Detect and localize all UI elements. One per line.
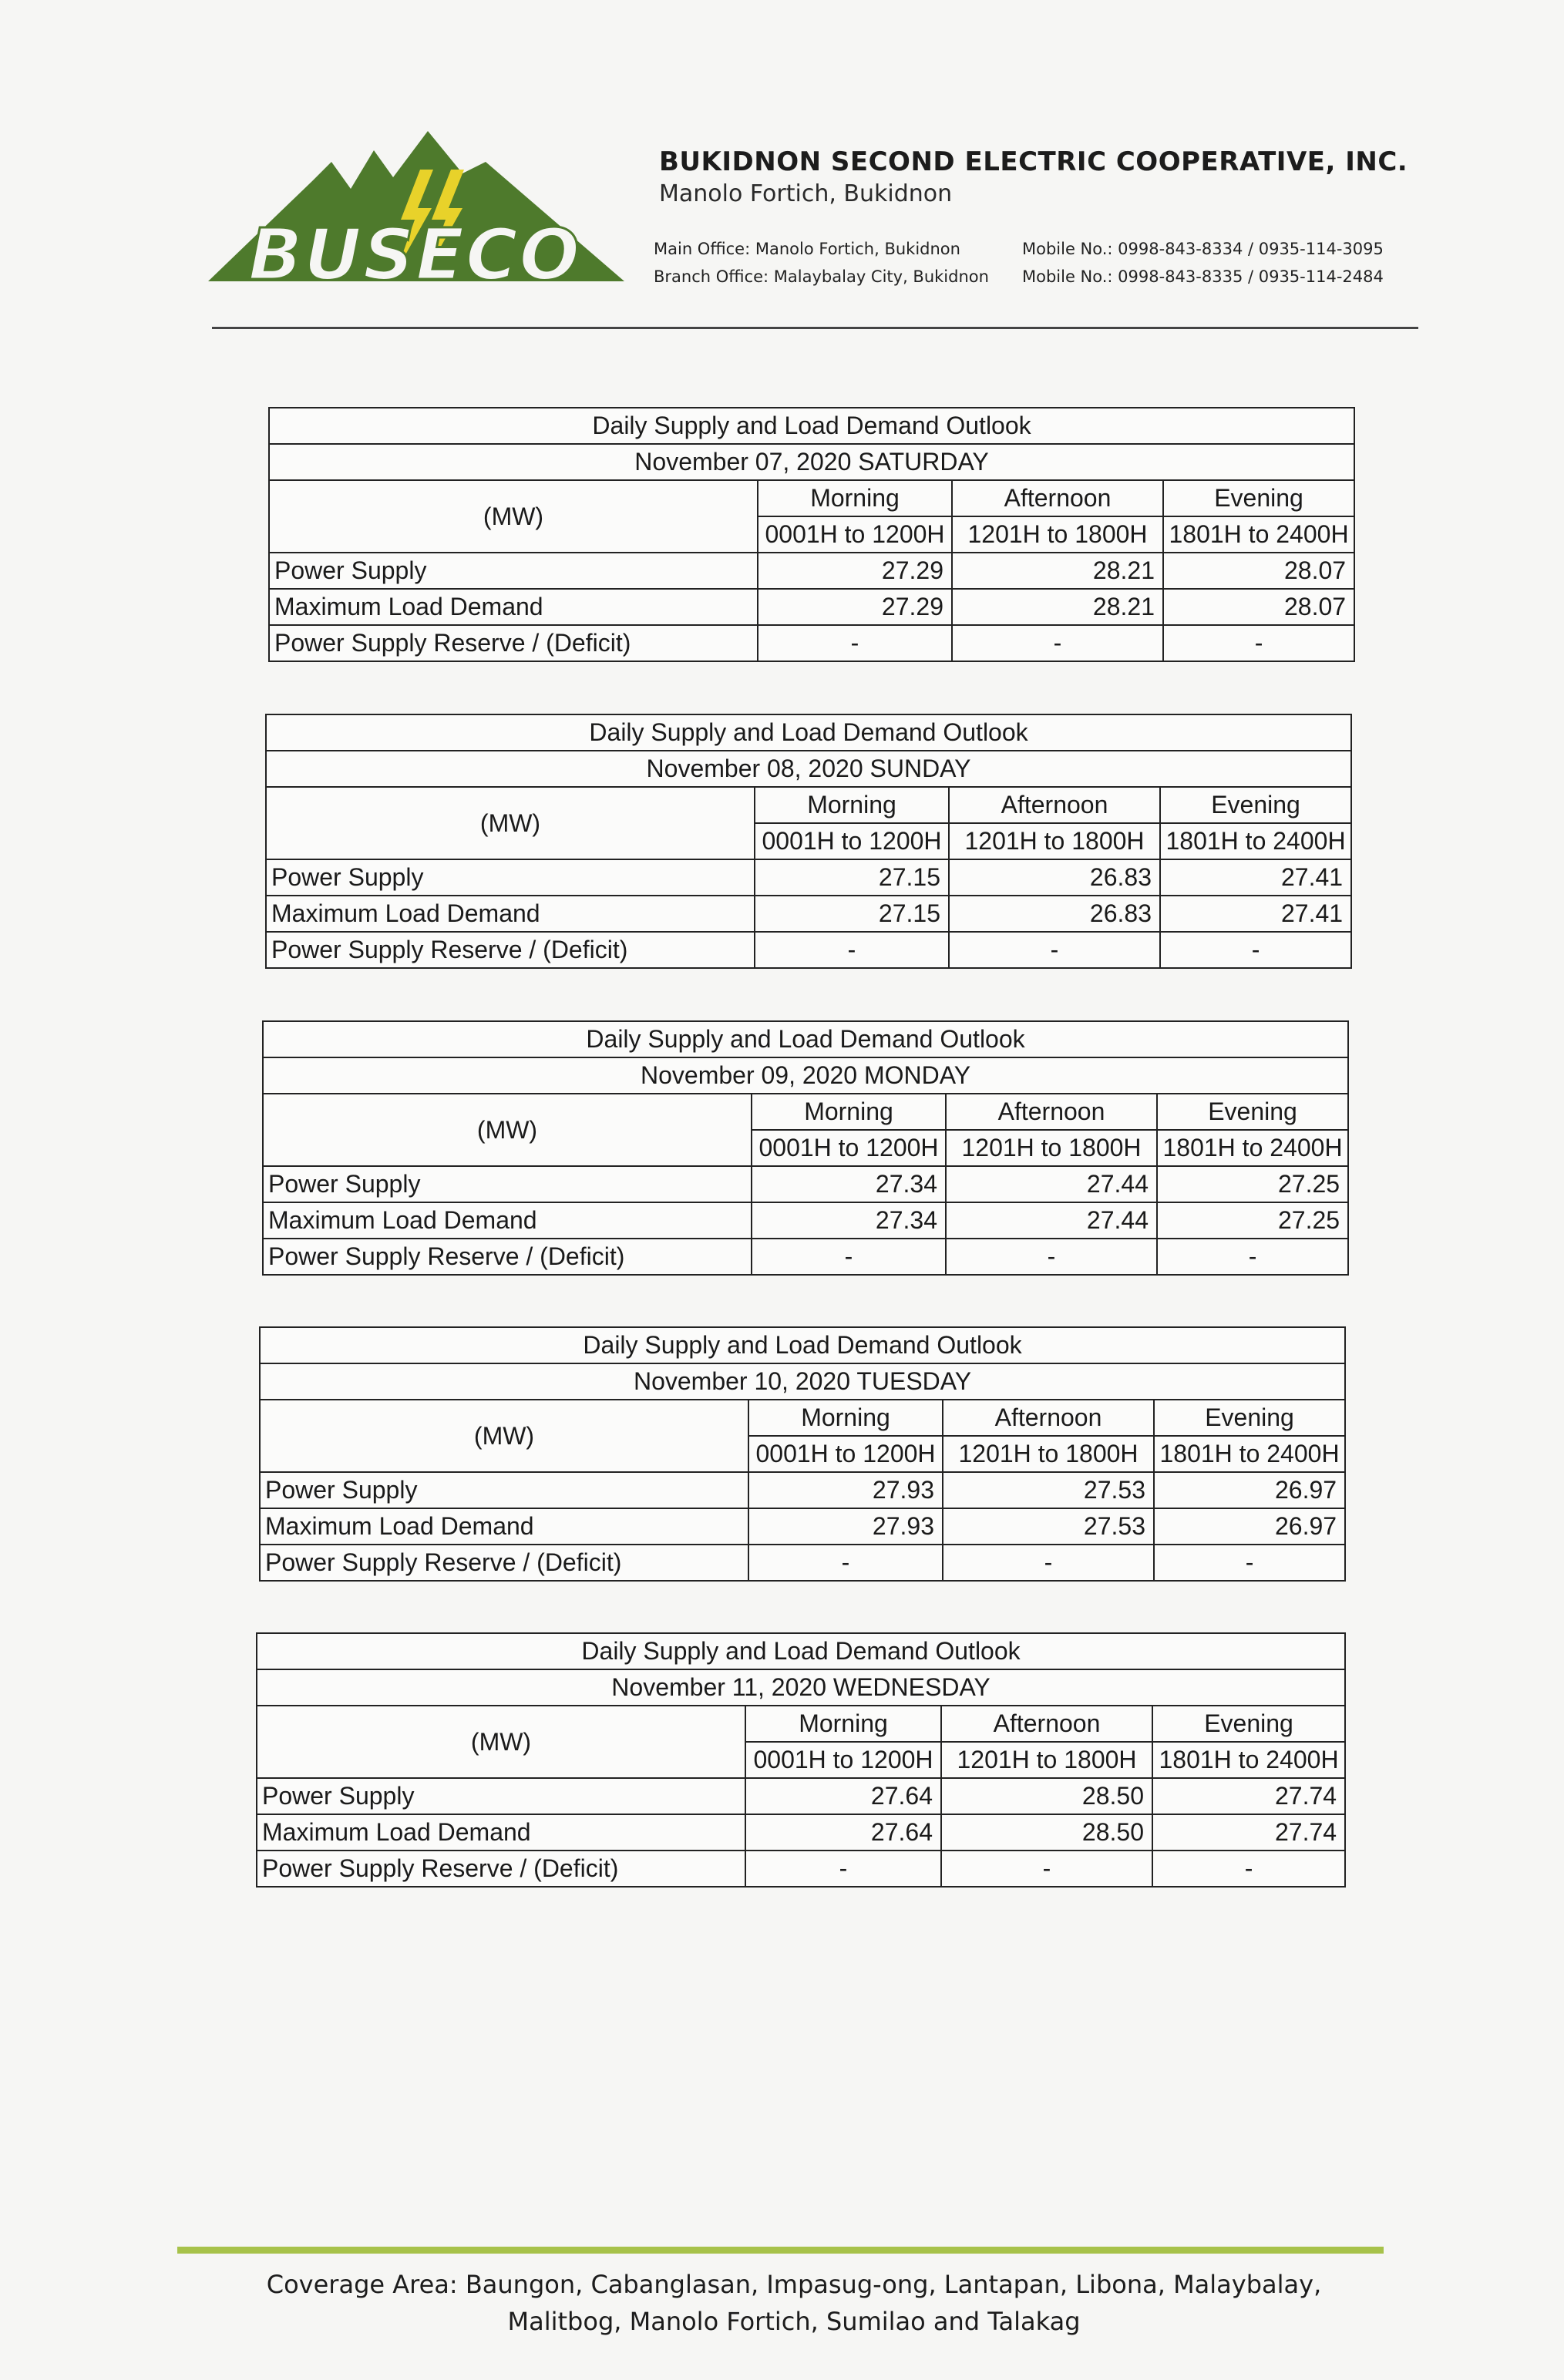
table-date: November 08, 2020 SUNDAY <box>266 751 1351 787</box>
outlook-table-nov-11 <box>256 1632 1346 1888</box>
range-morning: 0001H to 1200H <box>748 1436 943 1472</box>
table-row <box>263 1166 1348 1202</box>
table-row <box>269 625 1354 661</box>
table-date-row <box>263 1057 1348 1094</box>
row-label: Maximum Load Demand <box>263 1202 752 1239</box>
table-row <box>269 553 1354 589</box>
table-title: Daily Supply and Load Demand Outlook <box>263 1021 1348 1057</box>
table-row <box>263 1202 1348 1239</box>
unit-label: (MW) <box>266 787 755 859</box>
value-evening: 27.41 <box>1160 859 1351 896</box>
range-afternoon: 1201H to 1800H <box>943 1436 1154 1472</box>
row-label: Power Supply Reserve / (Deficit) <box>269 625 758 661</box>
range-morning: 0001H to 1200H <box>758 516 952 553</box>
value-afternoon: - <box>952 625 1163 661</box>
office-contacts <box>654 235 1384 291</box>
range-evening: 1801H to 2400H <box>1157 1130 1348 1166</box>
value-morning: - <box>745 1851 941 1887</box>
value-evening: 26.97 <box>1154 1508 1345 1545</box>
buseco-logo <box>208 116 632 293</box>
value-morning: - <box>755 932 949 968</box>
period-morning: Morning <box>745 1706 941 1742</box>
value-afternoon: 26.83 <box>949 859 1160 896</box>
coverage-line-1: Coverage Area: Baungon, Cabanglasan, Impasug-ong, Lantapan, Libona, Malaybalay, <box>266 2270 1322 2299</box>
table-date-row <box>260 1363 1345 1400</box>
value-evening: 27.74 <box>1152 1778 1345 1814</box>
range-afternoon: 1201H to 1800H <box>949 823 1160 859</box>
period-afternoon: Afternoon <box>946 1094 1157 1130</box>
row-label: Power Supply Reserve / (Deficit) <box>266 932 755 968</box>
range-afternoon: 1201H to 1800H <box>941 1742 1152 1778</box>
value-afternoon: - <box>949 932 1160 968</box>
row-label: Power Supply <box>266 859 755 896</box>
table-date-row <box>257 1669 1345 1706</box>
value-morning: - <box>758 625 952 661</box>
table-row <box>266 896 1351 932</box>
branch-office: Branch Office: Malaybalay City, Bukidnon <box>654 267 989 286</box>
table-title-row <box>269 408 1354 444</box>
value-evening: - <box>1154 1545 1345 1581</box>
value-evening: - <box>1163 625 1354 661</box>
value-afternoon: - <box>946 1239 1157 1275</box>
table-date-row <box>269 444 1354 480</box>
table-title: Daily Supply and Load Demand Outlook <box>266 714 1351 751</box>
value-morning: 27.34 <box>752 1202 946 1239</box>
company-name: BUKIDNON SECOND ELECTRIC COOPERATIVE, INC. <box>659 146 1408 177</box>
period-afternoon: Afternoon <box>943 1400 1154 1436</box>
period-evening: Evening <box>1152 1706 1345 1742</box>
value-afternoon: 28.21 <box>952 589 1163 625</box>
table-date: November 09, 2020 MONDAY <box>263 1057 1348 1094</box>
range-afternoon: 1201H to 1800H <box>946 1130 1157 1166</box>
table-row <box>260 1508 1345 1545</box>
range-evening: 1801H to 2400H <box>1160 823 1351 859</box>
value-morning: 27.29 <box>758 589 952 625</box>
value-morning: 27.15 <box>755 896 949 932</box>
period-header-row <box>269 480 1354 516</box>
period-evening: Evening <box>1163 480 1354 516</box>
value-evening: - <box>1157 1239 1348 1275</box>
period-morning: Morning <box>755 787 949 823</box>
table-row <box>257 1778 1345 1814</box>
outlook-table-nov-09 <box>262 1020 1349 1276</box>
outlook-table-nov-08 <box>265 714 1352 969</box>
row-label: Power Supply <box>260 1472 748 1508</box>
main-office-mobile: Mobile No.: 0998-843-8334 / 0935-114-3095 <box>1022 240 1384 258</box>
value-morning: 27.64 <box>745 1778 941 1814</box>
value-afternoon: 27.44 <box>946 1166 1157 1202</box>
value-evening: 27.74 <box>1152 1814 1345 1851</box>
period-afternoon: Afternoon <box>941 1706 1152 1742</box>
value-morning: 27.15 <box>755 859 949 896</box>
range-afternoon: 1201H to 1800H <box>952 516 1163 553</box>
footer-divider <box>177 2247 1384 2254</box>
table-title-row <box>260 1327 1345 1363</box>
period-header-row <box>266 787 1351 823</box>
table-date: November 11, 2020 WEDNESDAY <box>257 1669 1345 1706</box>
row-label: Maximum Load Demand <box>257 1814 745 1851</box>
period-header-row <box>260 1400 1345 1436</box>
row-label: Maximum Load Demand <box>260 1508 748 1545</box>
row-label: Power Supply <box>269 553 758 589</box>
period-evening: Evening <box>1160 787 1351 823</box>
value-evening: 27.25 <box>1157 1166 1348 1202</box>
row-label: Maximum Load Demand <box>266 896 755 932</box>
branch-office-mobile: Mobile No.: 0998-843-8335 / 0935-114-2484 <box>1022 267 1384 286</box>
company-block <box>659 146 1430 207</box>
range-morning: 0001H to 1200H <box>752 1130 946 1166</box>
header-divider <box>212 327 1418 329</box>
unit-label: (MW) <box>257 1706 745 1778</box>
value-morning: 27.34 <box>752 1166 946 1202</box>
outlook-table-nov-07 <box>268 407 1355 662</box>
company-location: Manolo Fortich, Bukidnon <box>659 180 953 207</box>
row-label: Power Supply Reserve / (Deficit) <box>260 1545 748 1581</box>
period-afternoon: Afternoon <box>949 787 1160 823</box>
period-morning: Morning <box>752 1094 946 1130</box>
range-morning: 0001H to 1200H <box>755 823 949 859</box>
value-evening: 27.25 <box>1157 1202 1348 1239</box>
unit-label: (MW) <box>269 480 758 553</box>
value-morning: - <box>748 1545 943 1581</box>
value-evening: 27.41 <box>1160 896 1351 932</box>
unit-label: (MW) <box>260 1400 748 1472</box>
table-title: Daily Supply and Load Demand Outlook <box>257 1633 1345 1669</box>
row-label: Power Supply Reserve / (Deficit) <box>257 1851 745 1887</box>
value-afternoon: - <box>941 1851 1152 1887</box>
value-afternoon: 27.53 <box>943 1472 1154 1508</box>
unit-label: (MW) <box>263 1094 752 1166</box>
period-morning: Morning <box>748 1400 943 1436</box>
table-row <box>257 1851 1345 1887</box>
range-morning: 0001H to 1200H <box>745 1742 941 1778</box>
value-afternoon: 28.50 <box>941 1814 1152 1851</box>
row-label: Maximum Load Demand <box>269 589 758 625</box>
value-evening: 28.07 <box>1163 589 1354 625</box>
period-header-row <box>263 1094 1348 1130</box>
value-morning: 27.93 <box>748 1472 943 1508</box>
logo-wordmark: BUSECO <box>248 213 581 293</box>
row-label: Power Supply <box>257 1778 745 1814</box>
value-afternoon: - <box>943 1545 1154 1581</box>
value-evening: 28.07 <box>1163 553 1354 589</box>
value-morning: 27.64 <box>745 1814 941 1851</box>
table-row <box>260 1472 1345 1508</box>
value-afternoon: 27.44 <box>946 1202 1157 1239</box>
table-date-row <box>266 751 1351 787</box>
coverage-line-2: Malitbog, Manolo Fortich, Sumilao and Talakag <box>507 2307 1081 2336</box>
table-row <box>266 859 1351 896</box>
value-evening: - <box>1152 1851 1345 1887</box>
table-row <box>257 1814 1345 1851</box>
table-title: Daily Supply and Load Demand Outlook <box>269 408 1354 444</box>
value-afternoon: 28.21 <box>952 553 1163 589</box>
table-title: Daily Supply and Load Demand Outlook <box>260 1327 1345 1363</box>
coverage-area <box>185 2266 1403 2340</box>
row-label: Power Supply <box>263 1166 752 1202</box>
table-row <box>266 932 1351 968</box>
table-title-row <box>263 1021 1348 1057</box>
main-office: Main Office: Manolo Fortich, Bukidnon <box>654 240 960 258</box>
table-date: November 07, 2020 SATURDAY <box>269 444 1354 480</box>
value-afternoon: 28.50 <box>941 1778 1152 1814</box>
table-row <box>269 589 1354 625</box>
period-afternoon: Afternoon <box>952 480 1163 516</box>
value-morning: 27.29 <box>758 553 952 589</box>
table-row <box>260 1545 1345 1581</box>
range-evening: 1801H to 2400H <box>1163 516 1354 553</box>
period-morning: Morning <box>758 480 952 516</box>
value-evening: - <box>1160 932 1351 968</box>
value-afternoon: 26.83 <box>949 896 1160 932</box>
outlook-table-nov-10 <box>259 1326 1346 1582</box>
table-date: November 10, 2020 TUESDAY <box>260 1363 1345 1400</box>
period-evening: Evening <box>1157 1094 1348 1130</box>
range-evening: 1801H to 2400H <box>1154 1436 1345 1472</box>
table-title-row <box>266 714 1351 751</box>
period-header-row <box>257 1706 1345 1742</box>
value-morning: 27.93 <box>748 1508 943 1545</box>
row-label: Power Supply Reserve / (Deficit) <box>263 1239 752 1275</box>
value-evening: 26.97 <box>1154 1472 1345 1508</box>
table-row <box>263 1239 1348 1275</box>
value-morning: - <box>752 1239 946 1275</box>
period-evening: Evening <box>1154 1400 1345 1436</box>
value-afternoon: 27.53 <box>943 1508 1154 1545</box>
range-evening: 1801H to 2400H <box>1152 1742 1345 1778</box>
table-title-row <box>257 1633 1345 1669</box>
